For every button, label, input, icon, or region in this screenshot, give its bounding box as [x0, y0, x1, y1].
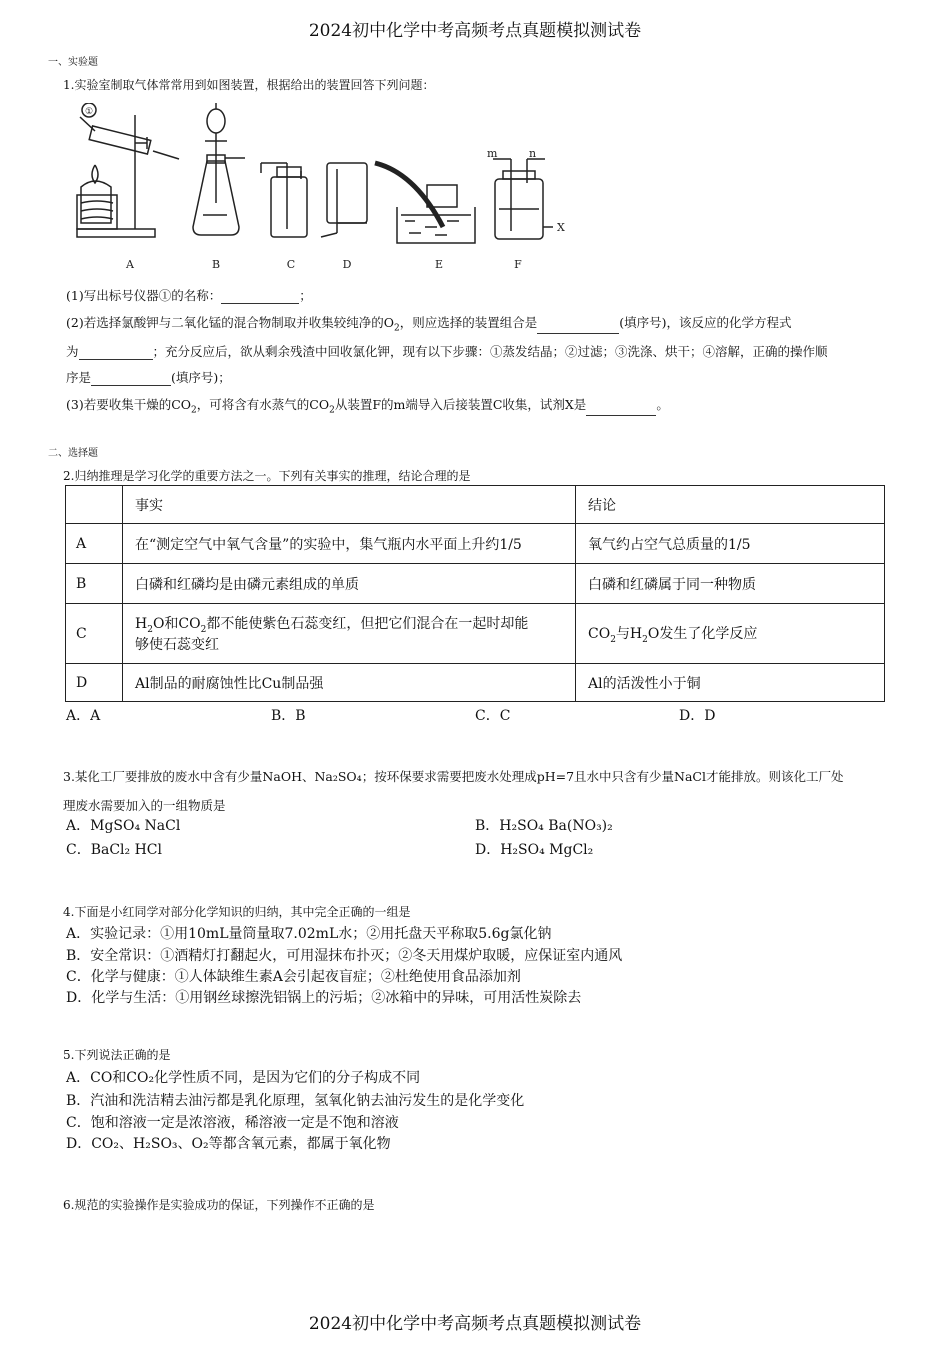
answer-blank [91, 373, 171, 386]
q3-option-c[interactable]: C．BaCl₂ HCl [66, 842, 162, 858]
q2-option-c[interactable]: C．C [475, 708, 511, 724]
label-D: D [342, 258, 352, 271]
fact-cell: $H_2O$和$CO_2$都不能使紫色石蕊变红，但把它们混合在一起时却能 够使石蕊变红 [123, 604, 576, 664]
table-row: A 在“测定空气中氧气含量”的实验中，集气瓶内水平面上升约1/5 氧气约占空气总质量的1/5 [66, 524, 885, 564]
q1-part2-line1: (2)若选择氯酸钾与二氧化锰的混合物制取并收集较纯净的$O_2$，则应选择的装置组合是 (填序号)，该反应的化学方程式 [66, 315, 792, 334]
q2-option-d[interactable]: D．D [679, 708, 716, 724]
q1-stem: 1.实验室制取气体常常用到如图装置，根据给出的装置回答下列问题： [63, 78, 435, 92]
q2-option-a[interactable]: A．A [66, 708, 101, 724]
table-row: D Al制品的耐腐蚀性比Cu制品强 Al的活泼性小于铜 [66, 664, 885, 702]
q1-part3: (3)若要收集干燥的$CO_2$，可将含有水蒸气的$CO_2$从装置F的m端导入后接装置C收集，试剂X是 。 [66, 397, 669, 416]
q3-stem-line1: 3.某化工厂要排放的废水中含有少量NaOH、Na₂SO₄；按环保要求需要把废水处理成pH=7且水中只含有少量NaCl才能排放。则该化工厂处 [63, 769, 844, 784]
page-footer: 2024初中化学中考高频考点真题模拟测试卷 [308, 1314, 642, 1334]
conclusion-cell: $CO_2$与$H_2O$发生了化学反应 [576, 604, 885, 664]
q1-part2-line3: 序是 (填序号)； [66, 370, 231, 385]
conclusion-cell: 氧气约占空气总质量的1/5 [576, 524, 885, 564]
gas-bottle-d [327, 163, 367, 223]
conclusion-cell: 白磷和红磷属于同一种物质 [576, 564, 885, 604]
label-E: E [434, 258, 444, 271]
q2-facts-table [65, 485, 885, 702]
q4-option-c[interactable]: C．化学与健康：①人体缺维生素A会引起夜盲症；②杜绝使用食品添加剂 [66, 969, 521, 985]
label-B: B [211, 258, 221, 271]
q2-option-b[interactable]: B．B [271, 708, 306, 724]
page-header: 2024初中化学中考高频考点真题模拟测试卷 [308, 21, 642, 41]
label-C: C [286, 258, 296, 271]
section-choice: 二、选择题 [48, 448, 98, 459]
q1-part1: (1)写出标号仪器①的名称： ； [66, 288, 312, 303]
q5-option-b[interactable]: B．汽油和洗洁精去油污都是乳化原理，氢氧化钠去油污发生的是化学变化 [66, 1093, 525, 1109]
delivery-tube [375, 163, 443, 227]
header-conclusion: 结论 [576, 486, 885, 524]
q6-stem: 6.规范的实验操作是实验成功的保证，下列操作不正确的是 [63, 1198, 375, 1212]
label-x: X [557, 221, 565, 234]
gas-bottle-c [271, 177, 307, 237]
apparatus-figure [75, 103, 565, 273]
table-row: B 白磷和红磷均是由磷元素组成的单质 白磷和红磷属于同一种物质 [66, 564, 885, 604]
q3-stem-line2: 理废水需要加入的一组物质是 [63, 798, 226, 813]
q5-option-a[interactable]: A．CO和CO₂化学性质不同，是因为它们的分子构成不同 [66, 1070, 421, 1086]
fact-cell: Al制品的耐腐蚀性比Cu制品强 [123, 664, 576, 702]
q5-stem: 5.下列说法正确的是 [63, 1048, 171, 1062]
separatory-funnel [207, 109, 225, 133]
table-row: C $H_2O$和$CO_2$都不能使紫色石蕊变红，但把它们混合在一起时却能 够使石蕊变红 $CO_2$与$H_2O$发生了化学反应 [66, 604, 885, 664]
q1-part2-line2: 为 ；充分反应后，欲从剩余残渣中回收氯化钾，现有以下步骤：①蒸发结晶；②过滤；③洗涤、烘干；④溶解，正确的操作顺 [66, 344, 828, 359]
q5-option-d[interactable]: D．CO₂、H₂SO₃、O₂等都含氧元素，都属于氧化物 [66, 1136, 391, 1152]
answer-blank [79, 347, 153, 360]
q4-option-b[interactable]: B．安全常识：①酒精灯打翻起火，可用湿抹布扑灭；②冬天用煤炉取暖，应保证室内通风 [66, 948, 623, 964]
label-F: F [514, 258, 522, 271]
q4-stem: 4.下面是小红同学对部分化学知识的归纳，其中完全正确的一组是 [63, 905, 411, 919]
test-tube [89, 126, 151, 154]
stand-base [77, 229, 155, 237]
header-fact: 事实 [123, 486, 576, 524]
answer-blank [221, 291, 299, 304]
label-A: A [126, 258, 134, 271]
answer-blank [537, 321, 619, 334]
q5-option-c[interactable]: C．饱和溶液一定是浓溶液，稀溶液一定是不饱和溶液 [66, 1115, 399, 1131]
q4-option-d[interactable]: D．化学与生活：①用钢丝球擦洗铝锅上的污垢；②冰箱中的异味，可用活性炭除去 [66, 990, 582, 1006]
label-circle-one: ① [84, 107, 94, 117]
q3-option-a[interactable]: A．MgSO₄ NaCl [66, 818, 181, 834]
q3-option-d[interactable]: D．H₂SO₄ MgCl₂ [475, 842, 594, 858]
label-n: n [529, 147, 537, 160]
fact-cell: 在“测定空气中氧气含量”的实验中，集气瓶内水平面上升约1/5 [123, 524, 576, 564]
answer-blank [586, 403, 656, 416]
q3-option-b[interactable]: B．H₂SO₄ Ba(NO₃)₂ [475, 818, 613, 834]
q2-stem: 2.归纳推理是学习化学的重要方法之一。下列有关事实的推理，结论合理的是 [63, 469, 471, 483]
table-row [66, 486, 885, 524]
fact-cell: 白磷和红磷均是由磷元素组成的单质 [123, 564, 576, 604]
conclusion-cell: Al的活泼性小于铜 [576, 664, 885, 702]
section-experiment: 一、实验题 [48, 57, 98, 68]
label-m: m [487, 147, 498, 160]
q4-option-a[interactable]: A．实验记录：①用10mL量筒量取7.02mL水；②用托盘天平称取5.6g氯化钠 [66, 926, 552, 942]
